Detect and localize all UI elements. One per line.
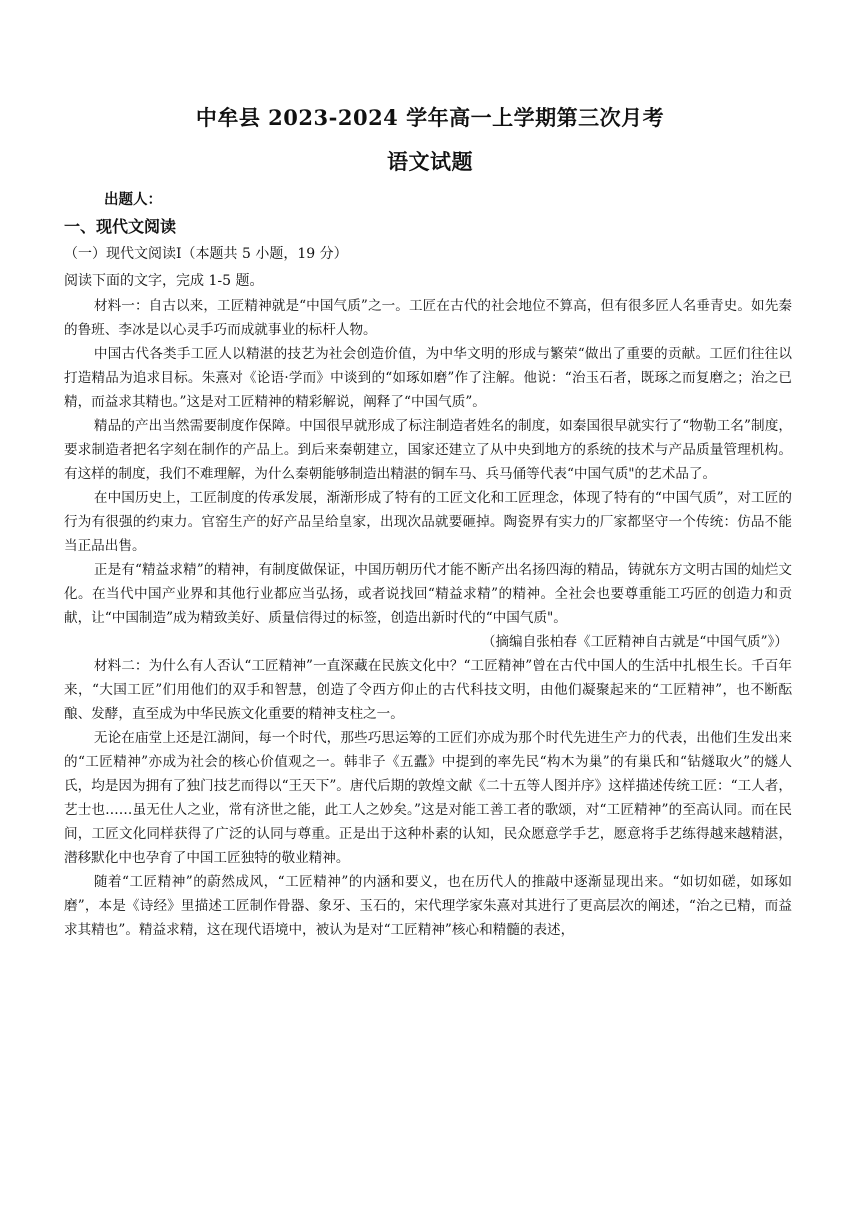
reading-instruction: 阅读下面的文字，完成 1-5 题。: [64, 273, 264, 289]
section-heading: 一、现代文阅读: [64, 217, 177, 236]
paragraph: 材料二：为什么有人否认“工匠精神”一直深藏在民族文化中？“工匠精神”曾在古代中国人的生活中扎根生长。千百年来，“大国工匠”们用他们的双手和智慧，创造了令西方仰止的古代科技文明，由他们凝聚起来的“工匠精神”，也不断酝酿、发酵，直至成为中华民族文化重要的精神支柱之一。: [64, 658, 792, 722]
paragraph: 在中国历史上，工匠制度的传承发展，渐渐形成了特有的工匠文化和工匠理念，体现了特有的“中国气质”，对工匠的行为有很强的约束力。官窑生产的好产品呈给皇家，出现次品就要砸掉。陶瓷界有实力的厂家都坚守一个传统：仿品不能当正品出售。: [64, 490, 792, 554]
section-subheading: （一）现代文阅读Ⅰ（本题共 5 小题，19 分）: [64, 246, 348, 262]
paragraph: 正是有“精益求精”的精神，有制度做保证，中国历朝历代才能不断产出名扬四海的精品，铸就东方文明古国的灿烂文化。在当代中国产业界和其他行业都应当弘扬，或者说找回“精益求精”的精神。全社会也要尊重能工巧匠的创造力和贡献，让“中国制造”成为精致美好、质量信得过的标签，创造出新时代的“中国气质"。: [64, 562, 792, 626]
reading-passage: [64, 294, 792, 942]
exam-subtitle: 语文试题: [387, 149, 473, 174]
paragraph: 中国古代各类手工匠人以精湛的技艺为社会创造价值，为中华文明的形成与繁荣“做出了重要的贡献。工匠们往往以打造精品为追求目标。朱熹对《论语·学而》中谈到的“如琢如磨”作了注解。他说：“治玉石者，既琢之而复磨之；治之已精，而益求其精也。”这是对工匠精神的精彩解说，阐释了“中国气质”。: [64, 346, 792, 410]
source-citation: （摘编自张柏春《工匠精神自古就是“中国气质”》）: [481, 634, 788, 650]
paragraph: 材料一：自古以来，工匠精神就是“中国气质”之一。工匠在古代的社会地位不算高，但有很多匠人名垂青史。如先秦的鲁班、李冰是以心灵手巧而成就事业的标杆人物。: [64, 298, 792, 338]
setter-label: 出题人：: [104, 191, 162, 208]
paragraph: 精品的产出当然需要制度作保障。中国很早就形成了标注制造者姓名的制度，如秦国很早就实行了“物勒工名”制度，要求制造者把名字刻在制作的产品上。到后来秦朝建立，国家还建立了从中央到地方的系统的技术与产品质量管理机构。有这样的制度，我们不难理解，为什么秦朝能够制造出精湛的铜车马、兵马俑等代表“中国气质"的艺术品了。: [64, 418, 792, 482]
exam-title: 中牟县 2023-2024 学年高一上学期第三次月考: [195, 105, 665, 130]
paragraph: 随着“工匠精神”的蔚然成风，“工匠精神”的内涵和要义，也在历代人的推敲中逐渐显现出来。“如切如磋，如琢如磨”，本是《诗经》里描述工匠制作骨器、象牙、玉石的，宋代理学家朱熹对其进行了更高层次的阐述，“治之已精，而益求其精也”。精益求精，这在现代语境中，被认为是对“工匠精神”核心和精髓的表述，: [64, 874, 792, 938]
paragraph: 无论在庙堂上还是江湖间，每一个时代，那些巧思运筹的工匠们亦成为那个时代先进生产力的代表，出他们生发出来的“工匠精神”亦成为社会的核心价值观之一。韩非子《五蠹》中提到的率先民“构木为巢”的有巢氏和“钻燧取火”的燧人氏，均是因为拥有了独门技艺而得以“王天下”。唐代后期的敦煌文献《二十五等人图并序》这样描述传统工匠：“工人者，艺士也……虽无仕人之业，常有济世之能，此工人之妙矣。”这是对能工善工者的歌颂，对“工匠精神”的至高认同。而在民间，工匠文化同样获得了广泛的认同与尊重。正是出于这种朴素的认知，民众愿意学手艺，愿意将手艺练得越来越精湛，潜移默化中也孕育了中国工匠独特的敬业精神。: [64, 730, 792, 866]
